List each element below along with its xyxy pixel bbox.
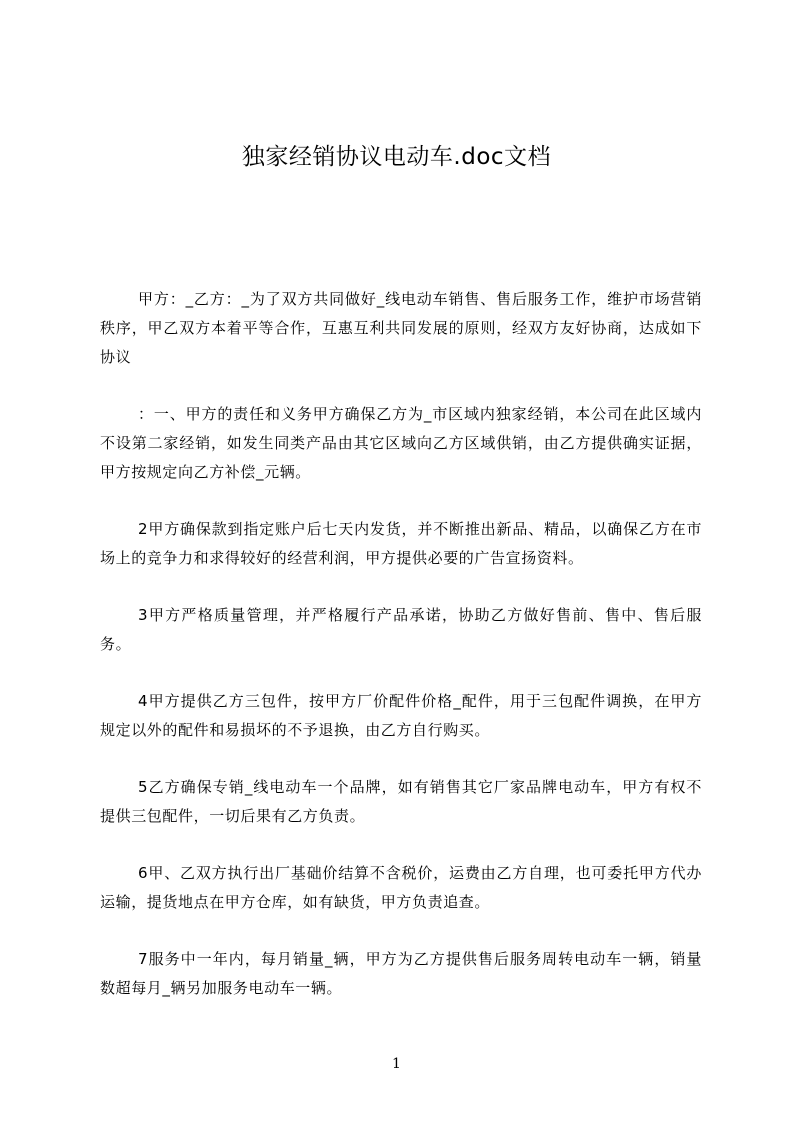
paragraph-item-5: 5乙方确保专销_线电动车一个品牌，如有销售其它厂家品牌电动车，甲方有权不提供三包配件，一切后果有乙方负责。: [100, 778, 702, 825]
document-body: [100, 285, 702, 1031]
document-title: 独家经销协议电动车.doc文档: [241, 144, 552, 170]
paragraph-item-3: 3甲方严格质量管理，并严格履行产品承诺，协助乙方做好售前、售中、售后服务。: [100, 606, 702, 653]
paragraph-item-4: 4甲方提供乙方三包件，按甲方厂价配件价格_配件，用于三包配件调换，在甲方规定以外的配件和易损坏的不予退换，由乙方自行购买。: [100, 692, 702, 739]
paragraph-section-1: ：一、甲方的责任和义务甲方确保乙方为_市区域内独家经销，本公司在此区域内不设第二家经销，如发生同类产品由其它区域向乙方区域供销，由乙方提供确实证据，甲方按规定向乙方补偿_元辆。: [100, 405, 702, 481]
paragraph-item-2: 2甲方确保款到指定账户后七天内发货，并不断推出新品、精品，以确保乙方在市场上的竞争力和求得较好的经营利润，甲方提供必要的广告宣扬资料。: [100, 520, 702, 567]
paragraph-item-7: 7服务中一年内，每月销量_辆，甲方为乙方提供售后服务周转电动车一辆，销量数超每月_辆另加服务电动车一辆。: [100, 950, 702, 997]
page-number: 1: [392, 1056, 401, 1072]
paragraph-intro: 甲方：_乙方：_为了双方共同做好_线电动车销售、售后服务工作，维护市场营销秩序，甲乙双方本着平等合作，互惠互利共同发展的原则，经双方友好协商，达成如下协议: [100, 290, 702, 366]
paragraph-item-6: 6甲、乙双方执行出厂基础价结算不含税价，运费由乙方自理，也可委托甲方代办运输，提货地点在甲方仓库，如有缺货，甲方负责追查。: [100, 864, 702, 911]
